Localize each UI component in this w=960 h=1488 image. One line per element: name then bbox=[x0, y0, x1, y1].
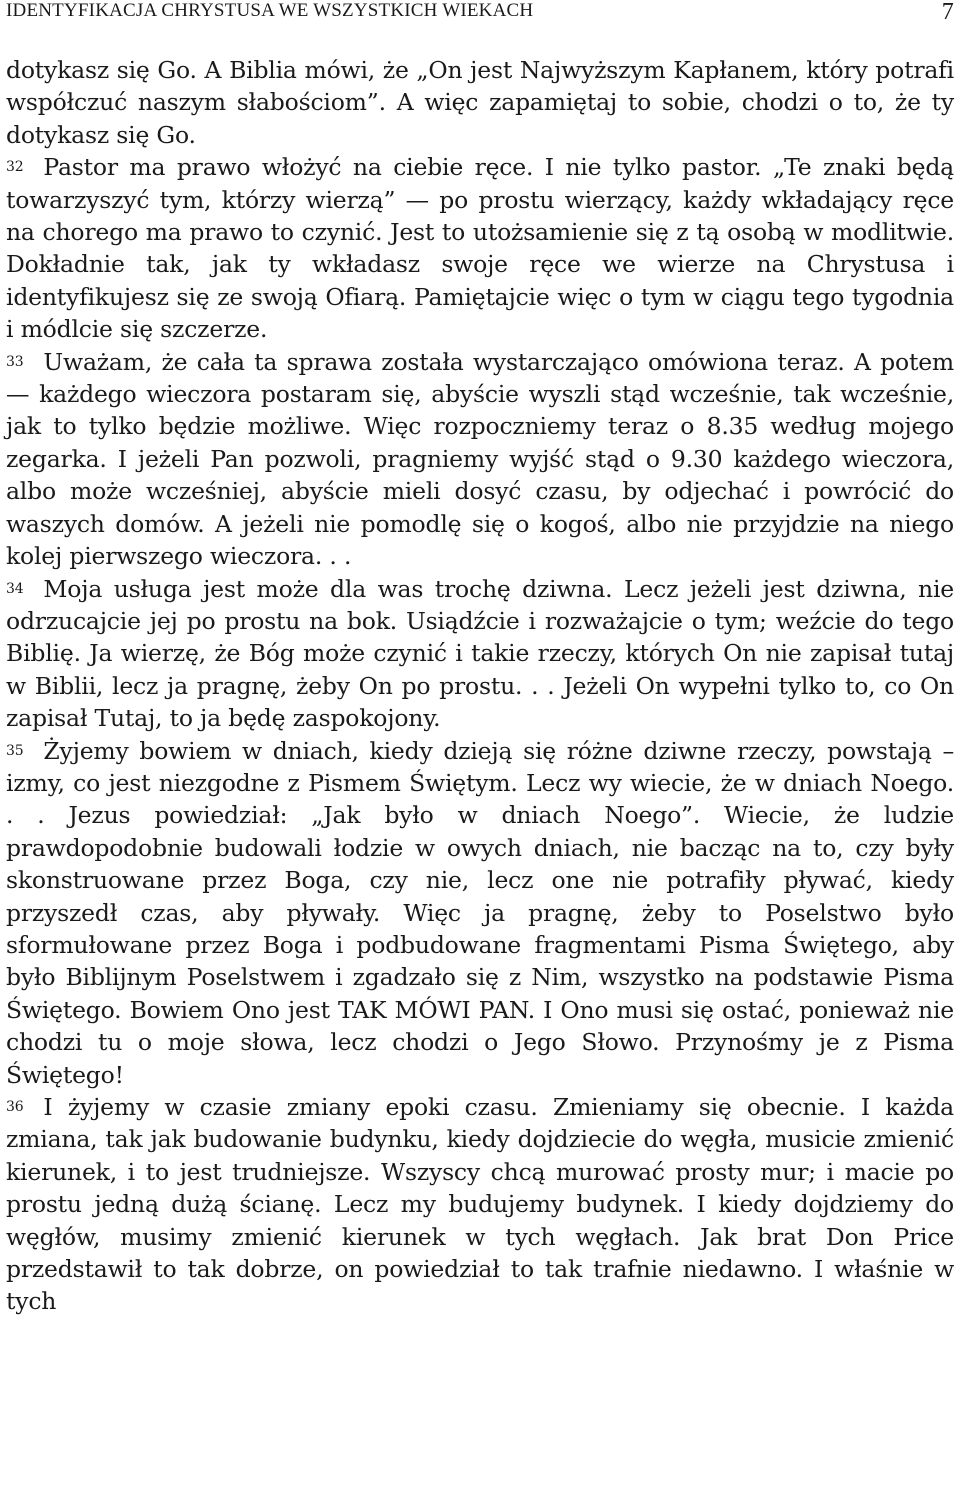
paragraph-continuation bbox=[6, 54, 954, 151]
verse-number: 35 bbox=[6, 742, 24, 759]
paragraph-33 bbox=[6, 346, 954, 573]
verse-number: 34 bbox=[6, 580, 24, 597]
paragraph-text: dotykasz się Go. A Biblia mówi, że „On jest Najwyższym Kapłanem, który potrafi współczuć naszym słabościom”. A więc zapamiętaj to sobie, chodzi o to, że ty dotykasz się Go. bbox=[6, 56, 954, 149]
verse-number: 36 bbox=[6, 1099, 24, 1115]
paragraph-text: Uważam, że cała ta sprawa została wystarczająco omówiona teraz. A potem — każdego wieczora postaram się, abyście wyszli stąd wcześnie, tak wcześnie, jak to tylko będzie możliwe. Więc rozpoczniemy teraz o 8.35 według mojego zegarka. I jeżeli Pan pozwoli, pragniemy wyjść stąd o 9.30 każdego wieczora, albo może wcześniej, abyście mieli dosyć czasu, by odjechać i powrócić do waszych domów. A jeżeli nie pomodlę się o kogoś, albo nie przyjdzie na niego kolej pierwszego wieczora. . . bbox=[6, 347, 954, 571]
page-number: 7 bbox=[941, 0, 954, 25]
paragraph-text: Moja usługa jest może dla was trochę dziwna. Lecz jeżeli jest dziwna, nie odrzucajcie jej po prostu na bok. Usiądźcie i rozważajcie o tym; weźcie do tego Biblię. Ja wierzę, że Bóg może czynić i takie rzeczy, których On nie zapisał tutaj w Biblii, lecz ja pragnę, żeby On po prostu. . . Jeżeli On wypełni tylko to, co On zapisał Tutaj, to ja będę zaspokojony. bbox=[6, 574, 954, 733]
paragraph-34 bbox=[6, 573, 954, 735]
running-header bbox=[6, 0, 954, 32]
paragraph-35 bbox=[6, 735, 954, 1091]
verse-number: 32 bbox=[6, 159, 24, 176]
paragraph-text: Żyjemy bowiem w dniach, kiedy dzieją się różne dziwne rzeczy, powstają –izmy, co jest niezgodne z Pismem Świętym. Lecz wy wiecie, że w dniach Noego. . . Jezus powiedział: „Jak było w dniach Noego”. Wiecie, że ludzie prawdopodobnie budowali łodzie w owych dniach, nie bacząc na to, czy były skonstruowane przez Boga, czy nie, lecz one nie potrafiły pływać, kiedy przyszedł czas, aby pływały. Więc ja pragnę, żeby to Poselstwo było sformułowane przez Boga i podbudowane fragmentami Pisma Świętego, aby było Biblijnym Poselstwem i zgadzało się z Nim, wszystko na podstawie Pisma Świętego. Bowiem Ono jest TAK MÓWI PAN. I Ono musi się ostać, ponieważ nie chodzi tu o moje słowa, lecz chodzi o Jego Słowo. Przynośmy je z Pisma Świętego! bbox=[6, 736, 954, 1089]
paragraph-36 bbox=[6, 1091, 954, 1318]
paragraph-text: I żyjemy w czasie zmiany epoki czasu. Zmieniamy się obecnie. I każda zmiana, tak jak budowanie budynku, kiedy dojdziecie do węgła, musicie zmienić kierunek, i to jest trudniejsze. Wszyscy chcą murować prosty mur; i macie po prostu jedną dużą ścianę. Lecz my budujemy budynek. I kiedy dojdziemy do węgłów, musimy zmienić kierunek w tych węgłach. Jak brat Don Price przedstawił to tak dobrze, on powiedział to tak trafnie niedawno. I właśnie w tych bbox=[6, 1093, 954, 1316]
running-header-title: IDENTYFIKACJA CHRYSTUSA WE WSZYSTKICH WIEKACH bbox=[6, 0, 534, 21]
body-text bbox=[6, 54, 954, 1318]
verse-number: 33 bbox=[6, 353, 24, 370]
paragraph-text: Pastor ma prawo włożyć na ciebie ręce. I nie tylko pastor. „Te znaki będą towarzyszyć tym, którzy wierzą” — po prostu wierzący, każdy wkładający ręce na chorego ma prawo to czynić. Jest to utożsamienie się z tą osobą w modlitwie. Dokładnie tak, jak ty wkładasz swoje ręce we wierze na Chrystusa i identyfikujesz się ze swoją Ofiarą. Pamiętajcie więc o tym w ciągu tego tygodnia i módlcie się szczerze. bbox=[6, 153, 954, 344]
paragraph-32 bbox=[6, 151, 954, 345]
